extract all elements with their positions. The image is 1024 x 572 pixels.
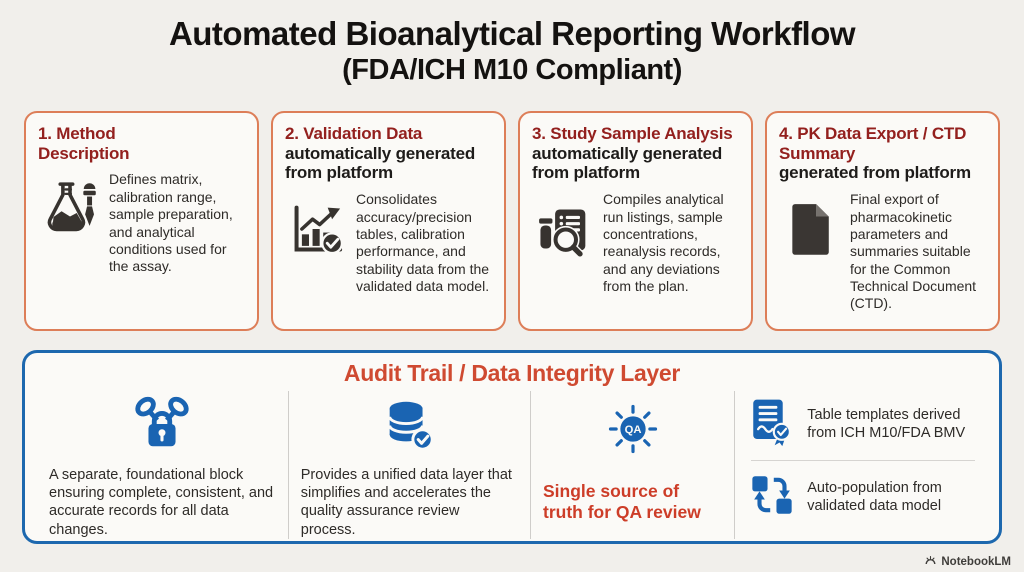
card-description: Final export of pharmacokinetic parameters and summaries suitable for the Common Technical Document (CTD). [850, 191, 977, 312]
audit-row-text: Auto-population from validated data model [807, 479, 942, 514]
card-description: Defines matrix, calibration range, sample preparation, and analytical conditions used for the assay. [109, 171, 233, 275]
qa-sun-icon [543, 393, 722, 465]
card-method-description [24, 111, 259, 331]
card-title-black: automatically generated from platform [285, 143, 476, 183]
row-divider [751, 460, 975, 461]
audit-col-records [37, 391, 289, 539]
card-title [285, 124, 495, 183]
audit-row-autopopulation [747, 464, 975, 530]
database-check-icon [301, 393, 518, 458]
page-header [0, 15, 1024, 87]
card-title-red: 3. Study Sample Analysis [532, 124, 733, 143]
card-description: Consolidates accuracy/precision tables, calibration performance, and stability data from the validated data model. [356, 191, 490, 294]
card-title-black: automatically generated from platform [532, 143, 723, 183]
audit-col-unified-data [289, 391, 531, 539]
ctd-document-icon [779, 191, 845, 313]
audit-col-templates [735, 391, 987, 539]
audit-col-single-source [531, 391, 735, 539]
card-title-red: 2. Validation Data [285, 124, 423, 143]
card-study-sample-analysis [518, 111, 753, 331]
svg-text:QA: QA [624, 424, 642, 437]
audit-col-text: A separate, foundational block ensuring complete, consistent, and accurate records for all data changes. [49, 466, 274, 538]
brand-name: NotebookLM [941, 556, 1011, 568]
notebooklm-logo-icon [924, 555, 937, 569]
brand-watermark [924, 555, 1011, 569]
sync-data-icon [747, 470, 797, 525]
chain-lock-icon [49, 393, 276, 458]
audit-row-templates [747, 391, 975, 457]
workflow-steps-row [24, 111, 1000, 331]
audit-col-text: Provides a unified data layer that simplifies and accelerates the quality assurance review process. [300, 466, 512, 538]
audit-col-highlight-text: Single source of truth for QA review [543, 481, 701, 522]
card-title [532, 124, 742, 183]
card-description: Compiles analytical run listings, sample concentrations, reanalysis records, and any deviations from the plan. [603, 191, 724, 294]
card-pk-data-export [765, 111, 1000, 331]
page-subtitle: (FDA/ICH M10 Compliant) [342, 54, 682, 86]
bar-chart-check-icon [285, 191, 351, 295]
card-title [779, 124, 989, 183]
flask-dropper-icon [38, 171, 104, 275]
card-validation-data [271, 111, 506, 331]
audit-layer-title: Audit Trail / Data Integrity Layer [343, 360, 681, 386]
sample-search-icon [532, 191, 598, 295]
card-title-black: generated from platform [779, 163, 971, 183]
page-title: Automated Bioanalytical Reporting Workflow [168, 15, 856, 52]
card-title-red: 1. Method Description [38, 124, 130, 163]
audit-trail-layer [22, 350, 1002, 544]
card-title-red: 4. PK Data Export / CTD Summary [779, 124, 967, 163]
audit-row-text: Table templates derived from ICH M10/FDA BMV [807, 406, 966, 441]
certified-template-icon [747, 397, 797, 452]
card-title [38, 124, 178, 163]
